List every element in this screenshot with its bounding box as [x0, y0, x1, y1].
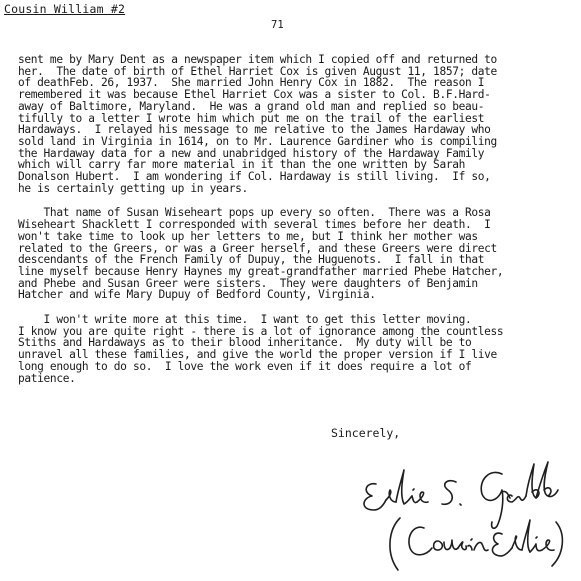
text-line: which will carry far more material in it than the one written by Sarah: [18, 158, 465, 172]
letter-body: [18, 54, 566, 397]
text-line: her. The date of birth of Ethel Harriet Cox is given August 11, 1857; date: [18, 64, 497, 78]
text-line: patience.: [18, 371, 76, 385]
closing-salutation: Sincerely,: [331, 426, 401, 440]
text-line: Stiths and Hardaways as to their blood inheritance. My duty will be to: [18, 336, 472, 350]
text-line: long enough to do so. I love the work even if it does require a lot of: [18, 359, 472, 373]
text-line: he is certainly getting up in years.: [18, 181, 248, 195]
text-line: I know you are quite right - there is a lot of ignorance among the countless: [18, 324, 504, 338]
text-line: I won't write more at this time. I want to get this letter moving.: [18, 313, 472, 327]
text-line: sold land in Virginia in 1614, on to Mr. Laurence Gardiner who is compiling: [18, 134, 497, 148]
text-line: and Phebe and Susan Greer were sisters. They were daughters of Benjamin: [18, 276, 478, 290]
page-header-title: Cousin William #2: [4, 2, 126, 16]
text-line: Hardaways. I relayed his message to me relative to the James Hardaway who: [18, 123, 491, 137]
text-line: descendants of the French Family of Dupuy, the Huguenots. I fall in that: [18, 253, 485, 267]
text-line: related to the Greers, or was a Greer herself, and these Greers were direct: [18, 241, 497, 255]
paragraph-1: [18, 54, 566, 194]
text-line: Wiseheart Shacklett I corresponded with several times before her death. I: [18, 218, 491, 232]
text-line: of deathFeb. 26, 1937. She married John Henry Cox in 1882. The reason I: [18, 76, 485, 90]
paragraph-3: [18, 314, 566, 384]
text-line: tifully to a letter I wrote him which put me on the trail of the earliest: [18, 111, 485, 125]
text-line: Hatcher and wife Mary Dupuy of Bedford County, Virginia.: [18, 288, 376, 302]
paragraph-2: [18, 207, 566, 301]
text-line: That name of Susan Wiseheart pops up every so often. There was a Rosa: [18, 206, 491, 220]
page-number: 71: [271, 19, 284, 31]
text-line: line myself because Henry Haynes my great-grandfather married Phebe Hatcher,: [18, 264, 504, 278]
text-line: Donalson Hubert. I am wondering if Col. Hardaway is still living. If so,: [18, 170, 491, 184]
text-line: sent me by Mary Dent as a newspaper item which I copied off and returned to: [18, 53, 497, 66]
text-line: won't take time to look up her letters to me, but I think her mother was: [18, 229, 478, 243]
text-line: unravel all these families, and give the world the proper version if I live: [18, 348, 497, 362]
text-line: remembered it was because Ethel Harriet Cox was a sister to Col. B.F.Hard-: [18, 88, 491, 102]
handwritten-signature: [352, 452, 567, 574]
text-line: the Hardaway data for a new and unabridged history of the Hardaway Family: [18, 146, 485, 160]
text-line: away of Baltimore, Maryland. He was a grand old man and replied so beau-: [18, 99, 485, 113]
